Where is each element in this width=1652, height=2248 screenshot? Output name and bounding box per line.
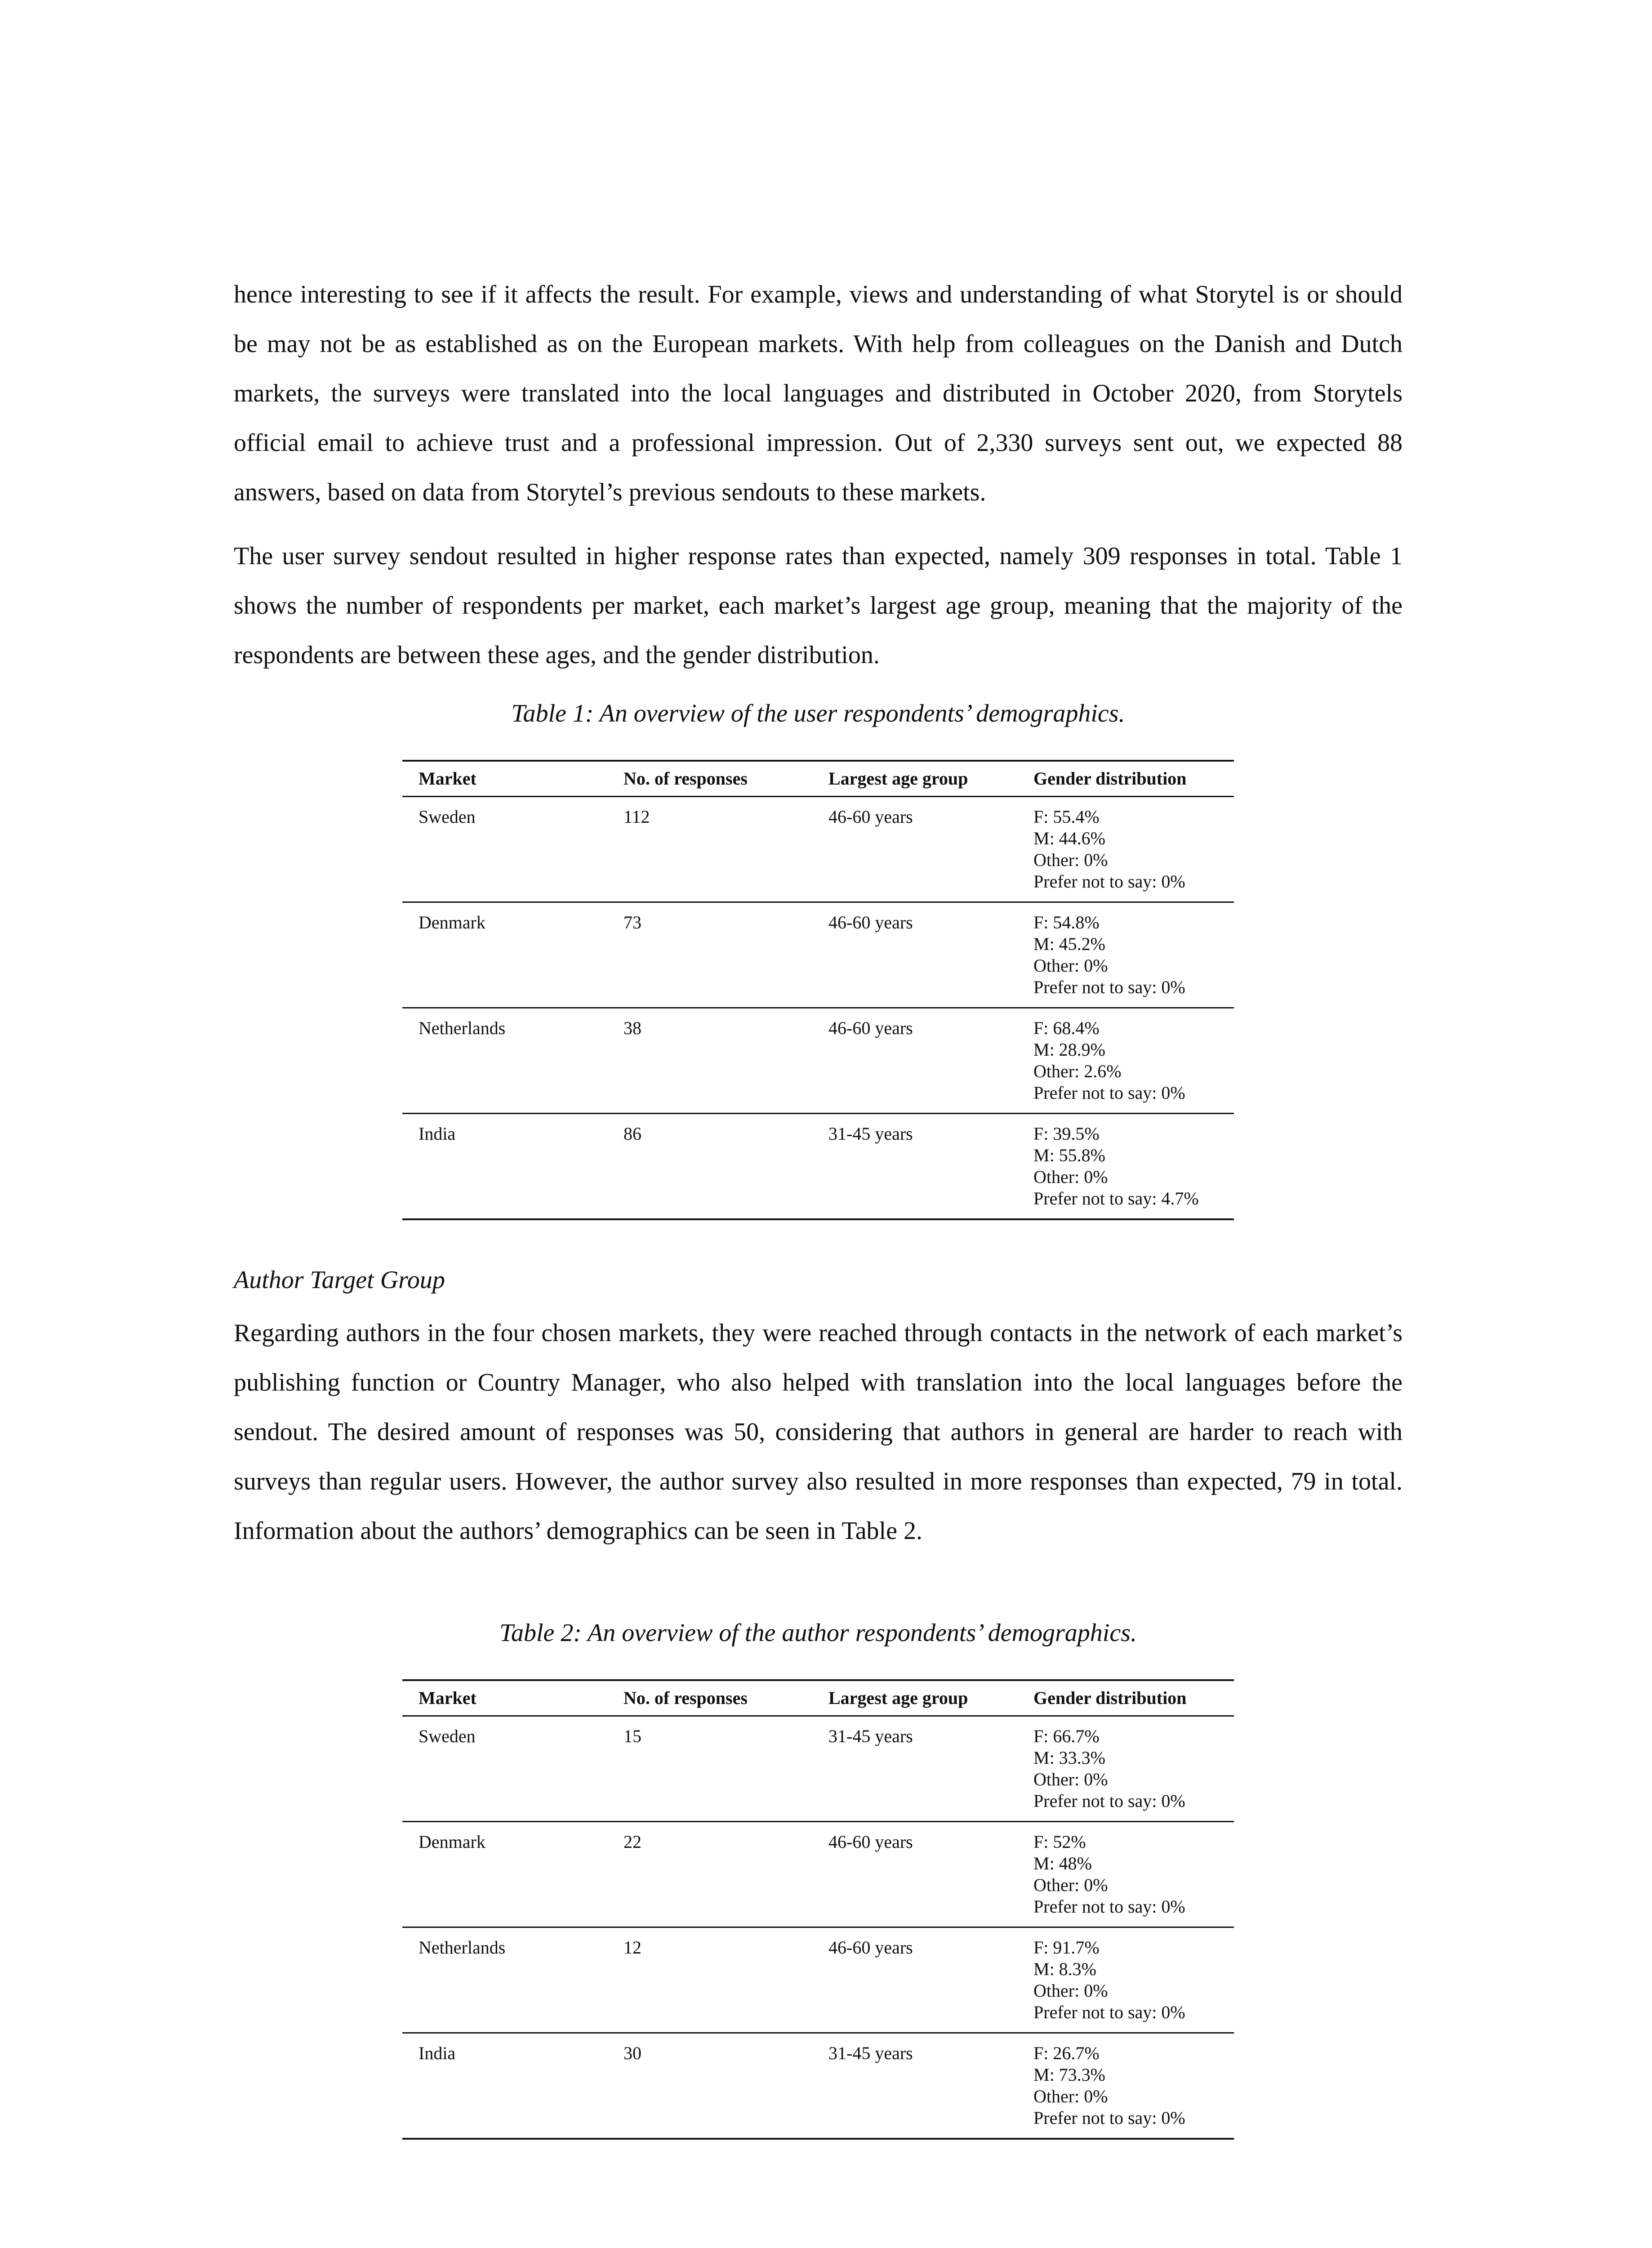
responses-cell: 12 [623,1937,641,1958]
gender-male: M: 8.3% [1033,1959,1096,1979]
paragraph-intro: hence interesting to see if it affects the result. For example, views and understanding of what Storytel is or should be may not be as established as on the European markets. With help from colleagues on the Danish and Dutch markets, the surveys were translated into the local languages and distributed in October 2020, from Storytels official email to achieve trust and a professional impression. Out of 2,330 surveys sent out, we expected 88 answers, based on data from Storytel’s previous sendouts to these markets. [234,281,1403,506]
gender-prefer-not: Prefer not to say: 0% [1033,2108,1185,2128]
table1-header-row [402,761,1234,797]
age-group-cell: 31-45 years [828,1124,913,1144]
age-group-cell: 46-60 years [828,1832,913,1852]
responses-cell: 38 [623,1018,641,1038]
table-row [402,902,1234,1008]
gender-other: Other: 0% [1033,1167,1108,1187]
gender-other: Other: 0% [1033,955,1108,976]
gender-cell [1017,1114,1234,1220]
table2-header-responses: No. of responses [623,1688,748,1708]
market-cell: Sweden [419,1726,476,1746]
gender-female: F: 54.8% [1033,912,1100,932]
market-cell: Netherlands [419,1018,506,1038]
responses-cell: 112 [623,807,650,827]
table1-header-responses: No. of responses [623,768,748,789]
market-cell: Netherlands [419,1937,506,1958]
table1-header-age: Largest age group [828,768,968,789]
author-target-group-heading: Author Target Group [234,1266,445,1294]
gender-prefer-not: Prefer not to say: 0% [1033,2002,1185,2022]
table2-author-demographics [402,1679,1234,2140]
gender-other: Other: 0% [1033,1875,1108,1895]
gender-male: M: 45.2% [1033,934,1105,954]
gender-cell [1017,1008,1234,1114]
gender-prefer-not: Prefer not to say: 0% [1033,1896,1185,1917]
responses-cell: 22 [623,1832,641,1852]
table1-header-gender: Gender distribution [1033,768,1187,789]
table2-header-row [402,1680,1234,1716]
gender-prefer-not: Prefer not to say: 0% [1033,1083,1185,1103]
gender-female: F: 52% [1033,1832,1086,1852]
table2-header-age: Largest age group [828,1688,968,1708]
gender-other: Other: 2.6% [1033,1061,1122,1081]
gender-other: Other: 0% [1033,1980,1108,2001]
gender-male: M: 33.3% [1033,1748,1105,1768]
gender-cell [1017,2033,1234,2139]
paragraph-author-survey: Regarding authors in the four chosen markets, they were reached through contacts in the network of each market’s publishing function or Country Manager, who also helped with translation into the local languages before the sendout. The desired amount of responses was 50, considering that authors in general are harder to reach with surveys than regular users. However, the author survey also resulted in more responses than expected, 79 in total. Information about the authors’ demographics can be seen in Table 2. [234,1319,1403,1545]
responses-cell: 73 [623,912,641,932]
gender-female: F: 68.4% [1033,1018,1100,1038]
gender-female: F: 26.7% [1033,2043,1100,2063]
gender-cell [1017,902,1234,1008]
gender-male: M: 48% [1033,1853,1092,1873]
age-group-cell: 46-60 years [828,1937,913,1958]
gender-female: F: 55.4% [1033,807,1100,827]
gender-cell [1017,1927,1234,2033]
gender-cell [1017,1822,1234,1927]
table1-user-demographics [402,760,1234,1220]
table1-header-market: Market [419,768,476,789]
market-cell: Sweden [419,807,476,827]
paragraph-user-survey: The user survey sendout resulted in higher response rates than expected, namely 309 responses in total. Table 1 shows the number of respondents per market, each market’s largest age group, meaning that the majority of the respondents are between these ages, and the gender distribution. [234,542,1403,669]
gender-other: Other: 0% [1033,1769,1108,1789]
table2-header-gender: Gender distribution [1033,1688,1187,1708]
gender-male: M: 73.3% [1033,2065,1105,2085]
gender-male: M: 55.8% [1033,1145,1105,1165]
table2-header-market: Market [419,1688,476,1708]
gender-cell [1017,1716,1234,1822]
market-cell: Denmark [419,1832,485,1852]
gender-female: F: 39.5% [1033,1124,1100,1144]
gender-other: Other: 0% [1033,2086,1108,2106]
table-row [402,1927,1234,2033]
market-cell: India [419,2043,456,2063]
gender-prefer-not: Prefer not to say: 0% [1033,1791,1185,1811]
age-group-cell: 31-45 years [828,1726,913,1746]
gender-prefer-not: Prefer not to say: 0% [1033,977,1185,997]
gender-cell [1017,797,1234,902]
table-row [402,1822,1234,1927]
table-row [402,2033,1234,2139]
market-cell: Denmark [419,912,485,932]
age-group-cell: 46-60 years [828,1018,913,1038]
table-row [402,1114,1234,1220]
table-row [402,1008,1234,1114]
table-row [402,797,1234,902]
gender-male: M: 44.6% [1033,828,1105,848]
age-group-cell: 46-60 years [828,807,913,827]
table2-caption: Table 2: An overview of the author respondents’ demographics. [499,1619,1137,1647]
market-cell: India [419,1124,456,1144]
responses-cell: 15 [623,1726,641,1746]
gender-prefer-not: Prefer not to say: 0% [1033,871,1185,892]
table1-caption: Table 1: An overview of the user respondents’ demographics. [511,700,1125,727]
gender-prefer-not: Prefer not to say: 4.7% [1033,1188,1199,1209]
responses-cell: 30 [623,2043,641,2063]
table-row [402,1716,1234,1822]
gender-female: F: 66.7% [1033,1726,1100,1746]
gender-male: M: 28.9% [1033,1039,1105,1060]
responses-cell: 86 [623,1124,641,1144]
gender-female: F: 91.7% [1033,1937,1100,1958]
age-group-cell: 46-60 years [828,912,913,932]
age-group-cell: 31-45 years [828,2043,913,2063]
gender-other: Other: 0% [1033,850,1108,870]
